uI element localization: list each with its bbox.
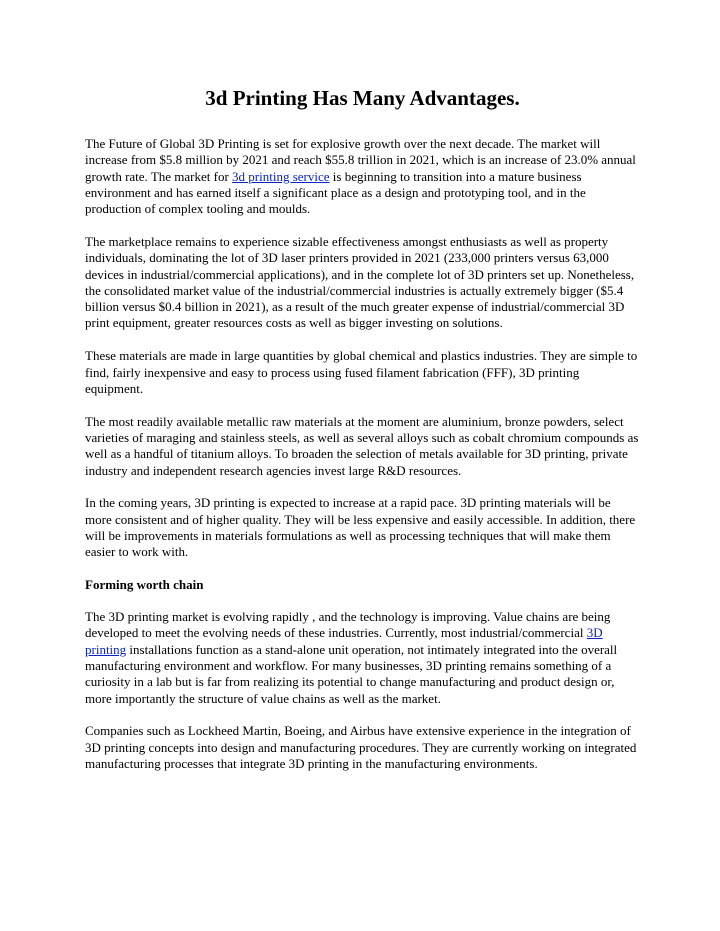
paragraph-text: The 3D printing market is evolving rapidly , and the technology is improving. Value chains are being developed to meet the evolving needs of these industries. Currently, most industrial/commercial [85,609,611,641]
paragraph-metallic-materials: The most readily available metallic raw materials at the moment are aluminium, bronze powders, select varieties of maraging and stainless steels, as well as several alloys such as cobalt chromium compounds as well as a handful of titanium alloys. To broaden the selection of metals available for 3D printing, private industry and independent research agencies invest large R&D resources. [85,413,639,478]
paragraph-text: The Future of Global 3D Printing is set for explosive growth over the next decade. The market will increase from $5.8 million by 2021 and reach $55.8 trillion in 2021, which is an increase of 23.0% annual growth rate. The market for [85,136,636,184]
document-page [85,84,640,789]
3d-printing-link[interactable]: 3D printing [85,625,603,657]
paragraph-text: is beginning to transition into a mature business environment and has earned itself a significant place as a design and prototyping tool, and in the production of complex tooling and moulds. [85,168,586,217]
paragraph-market-future [85,136,640,217]
paragraph-materials: These materials are made in large quantities by global chemical and plastics industries. They are simple to find, fairly inexpensive and easy to process using fused filament fabrication (FFF), 3D printing equipment. [85,348,638,396]
paragraph-text: installations function as a stand-alone unit operation, not intimately integrated into the overall manufacturing environment and workflow. For many businesses, 3D printing remains something of a curiosity in a lab but is far from realizing its potential to change manufacturing and product design or, more importantly the structure of value chains as well as the market. [85,641,618,706]
paragraph-coming-years: In the coming years, 3D printing is expected to increase at a rapid pace. 3D printing materials will be more consistent and of higher quality. They will be less expensive and easily accessible. In addition, there will be improvements in materials formulations as well as processing techniques that will make them easier to work with. [85,495,636,560]
paragraph-companies: Companies such as Lockheed Martin, Boeing, and Airbus have extensive experience in the integration of 3D printing concepts into design and manufacturing procedures. They are currently working on integrated manufacturing processes that integrate 3D printing in the manufacturing environments. [85,723,637,771]
paragraph-marketplace: The marketplace remains to experience sizable effectiveness amongst enthusiasts as well as property individuals, dominating the lot of 3D laser printers provided in 2021 (233,000 printers versus 63,000 devices in industrial/commercial applications), and in the complete lot of 3D printers set up. Nonetheless, the consolidated market value of the industrial/commercial industries is actually extremely bigger ($5.4 billion versus $0.4 billion in 2021), as a result of the much greater expense of industrial/commercial 3D print equipment, greater resources costs as well as bigger investing on solutions. [85,233,635,331]
3d-printing-service-link[interactable]: 3d printing service [232,168,330,184]
subheading-forming-worth-chain: Forming worth chain [85,577,204,593]
document-title: 3d Printing Has Many Advantages. [205,86,520,110]
paragraph-value-chain [85,609,640,707]
